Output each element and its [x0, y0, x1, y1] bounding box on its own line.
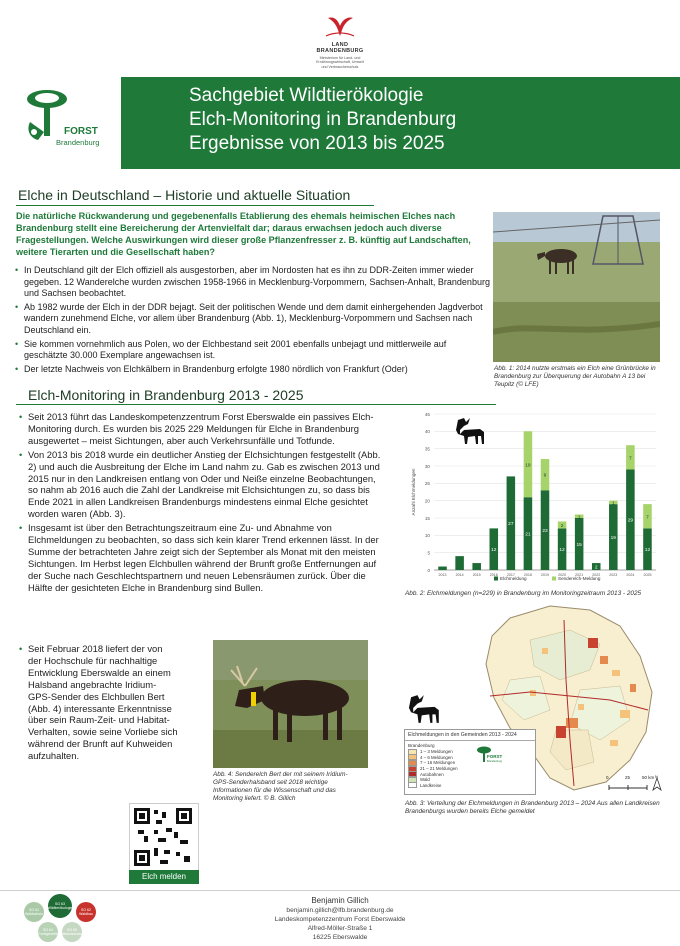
list-item: • In Deutschland gilt der Elch offiziell als ausgestorben, aber im Nordosten hat es ihn zu DDR-Zeiten immer wieder gegeben. 12 Wanderelche wurden zwischen 1958-1966 in Mecklenburg-Vorpommern, Sachsen-Anhalt, Brandenburg und Sachsen beobachtet. [14, 265, 490, 300]
y-tick-label: 15 [424, 515, 430, 521]
section1-bullets [14, 265, 490, 377]
section1-heading: Elche in Deutschland – Historie und aktuelle Situation [18, 187, 351, 203]
bar-elchmeldung [455, 556, 464, 570]
north-arrow-label: N [655, 774, 658, 779]
data-label-sender: 1 [611, 501, 615, 507]
list-item: • Ab 1982 wurde der Elch in der DDR bejagt. Seit der politischen Wende und dem damit einhergehenden Jagdverbot wandern zunehmend Elche, vor allem über Brandenburg (Abb. 1), Mecklenburg-Vorpommern und Sachsen nach Deutschland ein. [14, 302, 490, 337]
author-block [240, 896, 440, 942]
qr-code[interactable] [129, 803, 199, 873]
y-tick-label: 10 [424, 533, 430, 539]
legend-label: 7 – 16 Meldungen [420, 760, 456, 766]
legend-swatch-elch [494, 577, 498, 581]
map-legend-item [408, 783, 532, 789]
map-legend-sub: Brandenburg [408, 743, 435, 748]
data-label-elch: 12 [491, 548, 497, 554]
legend-label: Landkreise [420, 782, 442, 788]
bar-elchmeldung [438, 567, 447, 570]
circle-genetik: SG 64 Forstgenetik [38, 922, 58, 942]
svg-text:FORST: FORST [487, 754, 503, 759]
data-label-elch: 12 [559, 548, 565, 554]
data-label-sender: 2 [560, 523, 564, 529]
data-label-sender: 7 [629, 456, 632, 462]
forst-word: FORST [64, 126, 98, 137]
data-label-elch: 2 [594, 565, 598, 571]
map-scalebar [603, 774, 663, 794]
forst-mini-logo [475, 744, 503, 766]
legend-label: 21 – 21 Meldungen [420, 766, 458, 772]
chart-elchmeldungen [404, 408, 664, 586]
y-tick-label: 5 [427, 550, 430, 556]
map-caption: Abb. 3: Verteilung der Elchmeldungen in Brandenburg 2013 – 2024 Aus allen Landkreisen Brandenburgs wurden bereits Elche gemeldet [405, 800, 660, 815]
y-tick-label: 35 [424, 446, 430, 452]
legend-label: Wald [420, 777, 430, 783]
list-item: • Seit 2013 führt das Landeskompetenzzentrum Forst Eberswalde ein passives Elch-Monitoring durch. Es wurden bis 2025 229 Meldungen für Elche in Brandenburg ausgewertet – meist Sichtungen, aber auch Verkehrsunfälle und Totfunde. [18, 411, 388, 447]
map-legend [404, 729, 536, 795]
map-legend-items [405, 748, 535, 789]
author-name: Benjamin Gillich [311, 896, 369, 905]
y-axis-label: Anzahl Elchmeldungen [411, 468, 416, 516]
x-tick-label: 2014 [455, 573, 464, 577]
x-tick-label: 2017 [506, 573, 515, 577]
forst-logo [20, 86, 100, 150]
x-tick-label: 2025 [643, 573, 652, 577]
ministry-name-1: LAND [331, 42, 349, 48]
legend-swatch [408, 782, 417, 788]
list-item: • Seit Februar 2018 liefert der von der Hochschule für nachhaltige Entwicklung Eberswalde an einem Halsband angebrachte Iridium-GPS-Sender des Elchbullen Bert (Abb. 4) interessante Erkenntnisse über sein Raum-Zeit- und Habitat-Verhalten, sowie seine Vorliebe sich während der Brunft auf Kuhweiden aufzuhalten. [18, 643, 178, 762]
x-tick-label: 2020 [558, 573, 567, 577]
section1-underline [16, 205, 374, 206]
map-legend-title: Elchmeldungen in den Gemeinden 2013 - 2024 [405, 730, 535, 741]
circle-waldschutz: SG 61 Waldschutz [24, 902, 44, 922]
legend-label: 4 – 6 Meldungen [420, 754, 453, 760]
y-tick-label: 20 [424, 498, 430, 504]
ministry-logo [312, 12, 368, 69]
scale-50: 50 km [642, 775, 655, 780]
eagle-icon [322, 12, 358, 42]
list-item: • Insgesamt ist über den Betrachtungszeitraum eine Zu- und Abnahme von Elchmeldungen zu beobachten, so dass sich kein klarer Trend erkennen lässt. In der Summe der betrachteten Jahre zeigt sich der September als Monat mit den meisten Sichtungen. Im Herbst legen Elchbullen während der Brunft große Entfernungen auf der Suche nach Geschlechtspartnern und neuen Lebensräumen zurück. Über die Hälfte der gesichteten Elche in Brandenburg sind Bullen. [18, 522, 388, 593]
author-city: 16225 Eberswalde [312, 934, 368, 941]
data-label-sender: 9 [543, 473, 547, 479]
data-label-elch: 27 [508, 522, 514, 528]
y-tick-label: 0 [427, 567, 430, 573]
x-tick-label: 2019 [541, 573, 549, 577]
section1-intro: Die natürliche Rückwanderung und gegebenenfalls Etablierung des ehemals heimischen Elches nach Brandenburg stellt eine Bereicherung der Artenvielfalt dar; daraus erwachsen jedoch auch diverse Fragestellungen. Welche Auswirkungen wird dieser große Pflanzenfresser z. B. künftig auf Landschaften, weitere Tierarten und die Gesellschaft haben? [16, 211, 471, 257]
legend-label: 1 – 3 Meldungen [420, 749, 453, 755]
x-tick-label: 2021 [575, 573, 584, 577]
data-label-sender: 19 [525, 463, 531, 469]
legend-swatch-sender [552, 577, 556, 581]
photo-bert [213, 640, 368, 768]
x-tick-label: 2013 [438, 573, 447, 577]
y-tick-label: 25 [424, 481, 430, 487]
section2-underline [16, 404, 496, 405]
circle-wildtier: SG 63 Wildtierökologie [48, 894, 72, 918]
list-item: • Der letzte Nachweis von Elchkälbern in Brandenburg erfolgte 1980 nördlich von Frankfurt (Oder) [14, 364, 490, 376]
photo1-caption: Abb. 1: 2014 nutzte erstmals ein Elch eine Grünbrücke in Brandenburg zur Überquerung der Autobahn A 13 bei Teupitz (© LFE) [494, 365, 656, 388]
moose-icon [454, 416, 490, 446]
department-circles [22, 892, 106, 944]
author-email[interactable]: benjamin.gillich@lfb.brandenburg.de [286, 907, 394, 914]
legend-label-elch: Elchmeldung [500, 576, 527, 581]
x-tick-label: 2023 [609, 573, 618, 577]
moose-icon-map [406, 693, 446, 725]
author-street: Alfred-Möller-Straße 1 [307, 925, 373, 932]
poster-title: Sachgebiet Wildtierökologie Elch-Monitoring in Brandenburg Ergebnisse von 2013 bis 2025 [189, 85, 457, 154]
data-label-elch: 21 [525, 532, 531, 538]
scale-25: 25 [625, 775, 631, 780]
list-item: • Sie kommen vornehmlich aus Polen, wo der Elchbestand seit 2001 ebenfalls unbejagt und mittlerweile auf geschätzte 30.000 Exemplare angewachsen ist. [14, 339, 490, 362]
data-label-elch: 23 [542, 529, 548, 535]
forst-region: Brandenburg [56, 138, 100, 147]
photo-greenbridge [493, 212, 660, 362]
circle-wachstum: SG 65 Waldwachstum [62, 922, 82, 942]
x-tick-label: 2022 [592, 573, 601, 577]
photo4-caption: Abb. 4: Senderelch Bert der mit seinem Iridium-GPS-Senderhalsband seit 2018 wichtige Informationen für die Wissenschaft und das Monitoring liefert. © B. Gillich [213, 771, 348, 802]
y-tick-label: 40 [424, 429, 430, 435]
x-tick-label: 2015 [472, 573, 481, 577]
data-label-elch: 12 [644, 548, 651, 554]
ministry-name-2: BRANDENBURG [316, 48, 364, 54]
data-label-elch: 19 [610, 536, 616, 542]
x-tick-label: 2016 [489, 573, 498, 577]
legend-label-sender: Senderelch-Meldung [558, 576, 601, 581]
data-label-elch: 29 [627, 518, 634, 524]
footer-divider [0, 890, 680, 891]
list-item: • Von 2013 bis 2018 wurde ein deutlicher Anstieg der Elchsichtungen festgestellt (Abb. 2) und auch die Ausbreitung der Elche im Land nahm zu. Gab es zwischen 2013 und 2015 nur in den Landkreisen entlang von Oder und Neiße einzelne Beobachtungen, so nahm ab 2016 auch die Zahl der Landkreise mit Elchsichtungen zu, so dass bis Ende 2021 in allen Landkreisen Brandenburgs mindestens einmal Elche gesichtet worden waren (Abb. 3). [18, 449, 388, 520]
section2-bullets [18, 411, 388, 596]
chart-svg [404, 408, 664, 586]
data-label-elch: 15 [576, 543, 582, 548]
x-tick-label: 2024 [626, 573, 635, 577]
bar-elchmeldung [472, 563, 481, 570]
author-org: Landeskompetenzzentrum Forst Eberswalde [274, 916, 406, 923]
scale-0: 0 [606, 775, 609, 780]
y-tick-label: 45 [424, 411, 430, 417]
circle-waldbau: SG 62 Waldbau [76, 902, 96, 922]
data-label-sender: 7 [646, 515, 649, 521]
report-moose-button[interactable]: Elch melden [129, 870, 199, 884]
section2-heading: Elch-Monitoring in Brandenburg 2013 - 2025 [28, 387, 304, 403]
section2-bullet4 [18, 643, 178, 764]
ministry-sub: Ministerium für Land- und Ernährungswirtschaft, Umwelt und Verbraucherschutz [316, 56, 364, 69]
data-label-sender: 1 [577, 515, 581, 521]
y-tick-label: 30 [424, 463, 430, 469]
svg-text:Brandenburg: Brandenburg [487, 760, 502, 763]
legend-label: Autobahnen [420, 771, 444, 777]
x-tick-label: 2018 [523, 573, 532, 577]
chart-caption: Abb. 2: Elchmeldungen (n=229) in Brandenburg im Monitoringzeitraum 2013 - 2025 [405, 590, 642, 597]
